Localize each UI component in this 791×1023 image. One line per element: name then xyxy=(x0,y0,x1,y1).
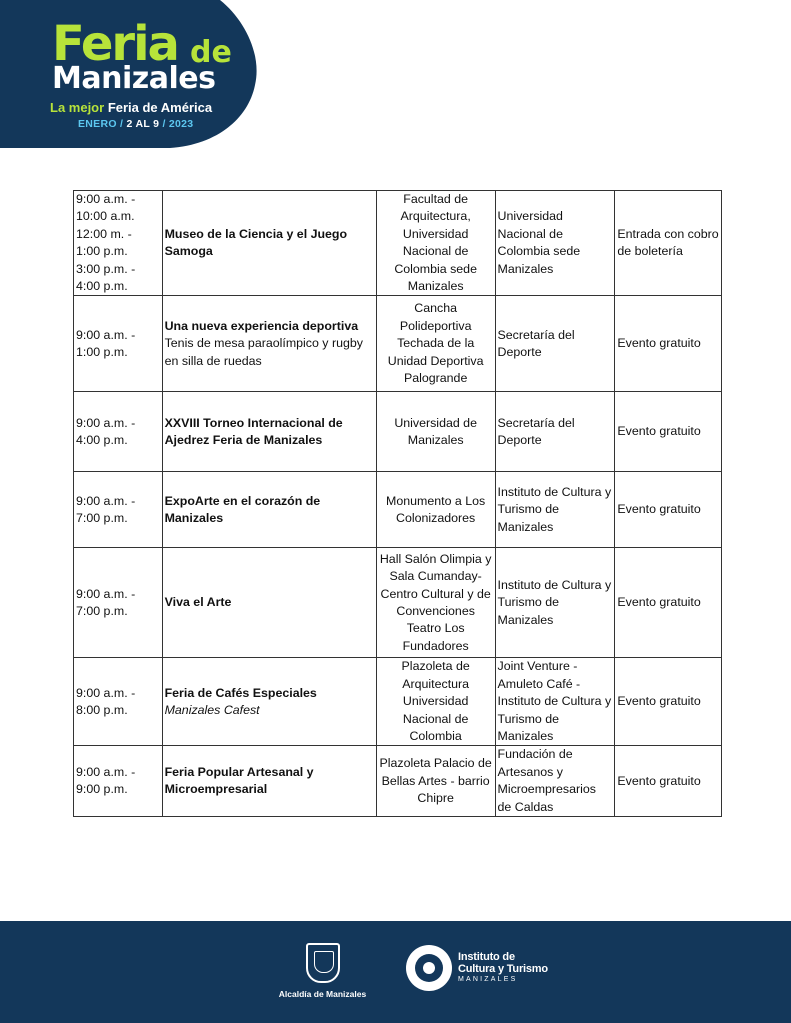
venue-cell: Hall Salón Olimpia y Sala Cumanday- Centro Cultural y de Convenciones Teatro Los Fundadores xyxy=(376,548,495,658)
event-title-cell: XXVIII Torneo Internacional de Ajedrez Feria de Manizales xyxy=(162,392,376,472)
logo-feria-word: Feria xyxy=(52,16,178,72)
time-cell: 9:00 a.m. - 8:00 p.m. xyxy=(74,658,163,746)
organizer-cell: Fundación de Artesanos y Microempresarios de Caldas xyxy=(495,746,615,817)
time-cell: 9:00 a.m. - 10:00 a.m. 12:00 m. - 1:00 p.m. 3:00 p.m. - 4:00 p.m. xyxy=(74,191,163,296)
cost-cell: Evento gratuito xyxy=(615,296,722,392)
venue-cell: Facultad de Arquitectura, Universidad Nacional de Colombia sede Manizales xyxy=(376,191,495,296)
event-title-cell: ExpoArte en el corazón de Manizales xyxy=(162,472,376,548)
time-cell: 9:00 a.m. - 4:00 p.m. xyxy=(74,392,163,472)
organizer-cell: Universidad Nacional de Colombia sede Manizales xyxy=(495,191,615,296)
time-cell: 9:00 a.m. - 7:00 p.m. xyxy=(74,472,163,548)
venue-cell: Cancha Polideportiva Techada de la Unidad Deportiva Palogrande xyxy=(376,296,495,392)
venue-cell: Plazoleta de Arquitectura Universidad Nacional de Colombia xyxy=(376,658,495,746)
table-row xyxy=(74,296,722,392)
footer-bar xyxy=(0,921,791,1023)
table-row xyxy=(74,548,722,658)
table-row xyxy=(74,191,722,296)
event-title-cell: Viva el Arte xyxy=(162,548,376,658)
venue-cell: Plazoleta Palacio de Bellas Artes - barrio Chipre xyxy=(376,746,495,817)
venue-cell: Universidad de Manizales xyxy=(376,392,495,472)
time-cell: 9:00 a.m. - 1:00 p.m. xyxy=(74,296,163,392)
table-row xyxy=(74,658,722,746)
organizer-cell: Secretaría del Deporte xyxy=(495,392,615,472)
venue-cell: Monumento a Los Colonizadores xyxy=(376,472,495,548)
organizer-cell: Instituto de Cultura y Turismo de Manizales xyxy=(495,548,615,658)
cost-cell: Evento gratuito xyxy=(615,658,722,746)
time-cell: 9:00 a.m. - 9:00 p.m. xyxy=(74,746,163,817)
table-row xyxy=(74,746,722,817)
instituto-line2: Cultura y Turismo xyxy=(458,963,548,975)
event-title-cell: Feria de Cafés Especiales Manizales Cafest xyxy=(162,658,376,746)
organizer-cell: Joint Venture - Amuleto Café - Instituto de Cultura y Turismo de Manizales xyxy=(495,658,615,746)
logo-de-word: de xyxy=(190,35,232,70)
cost-cell: Entrada con cobro de boletería xyxy=(615,191,722,296)
cost-cell: Evento gratuito xyxy=(615,472,722,548)
logo-city-word: Manizales xyxy=(52,61,216,96)
table-row xyxy=(74,392,722,472)
organizer-cell: Instituto de Cultura y Turismo de Manizales xyxy=(495,472,615,548)
alcaldia-label: Alcaldía de Manizales xyxy=(278,989,367,999)
cost-cell: Evento gratuito xyxy=(615,548,722,658)
table-row xyxy=(74,472,722,548)
organizer-cell: Secretaría del Deporte xyxy=(495,296,615,392)
logo-tagline: La mejor Feria de América xyxy=(50,100,213,115)
cost-cell: Evento gratuito xyxy=(615,392,722,472)
alcaldia-logo xyxy=(275,943,370,999)
instituto-line1: Instituto de xyxy=(458,951,515,963)
logo-dates: ENERO / 2 AL 9 / 2023 xyxy=(78,118,194,130)
event-title-cell: Una nueva experiencia deportiva Tenis de mesa paraolímpico y rugby en silla de ruedas xyxy=(162,296,376,392)
instituto-line3: MANIZALES xyxy=(458,976,518,983)
instituto-emblem-icon xyxy=(406,945,452,991)
event-title-cell: Museo de la Ciencia y el Juego Samoga xyxy=(162,191,376,296)
shield-icon xyxy=(306,943,340,983)
event-title-cell: Feria Popular Artesanal y Microempresarial xyxy=(162,746,376,817)
cost-cell: Evento gratuito xyxy=(615,746,722,817)
time-cell: 9:00 a.m. - 7:00 p.m. xyxy=(74,548,163,658)
events-table xyxy=(73,190,722,817)
